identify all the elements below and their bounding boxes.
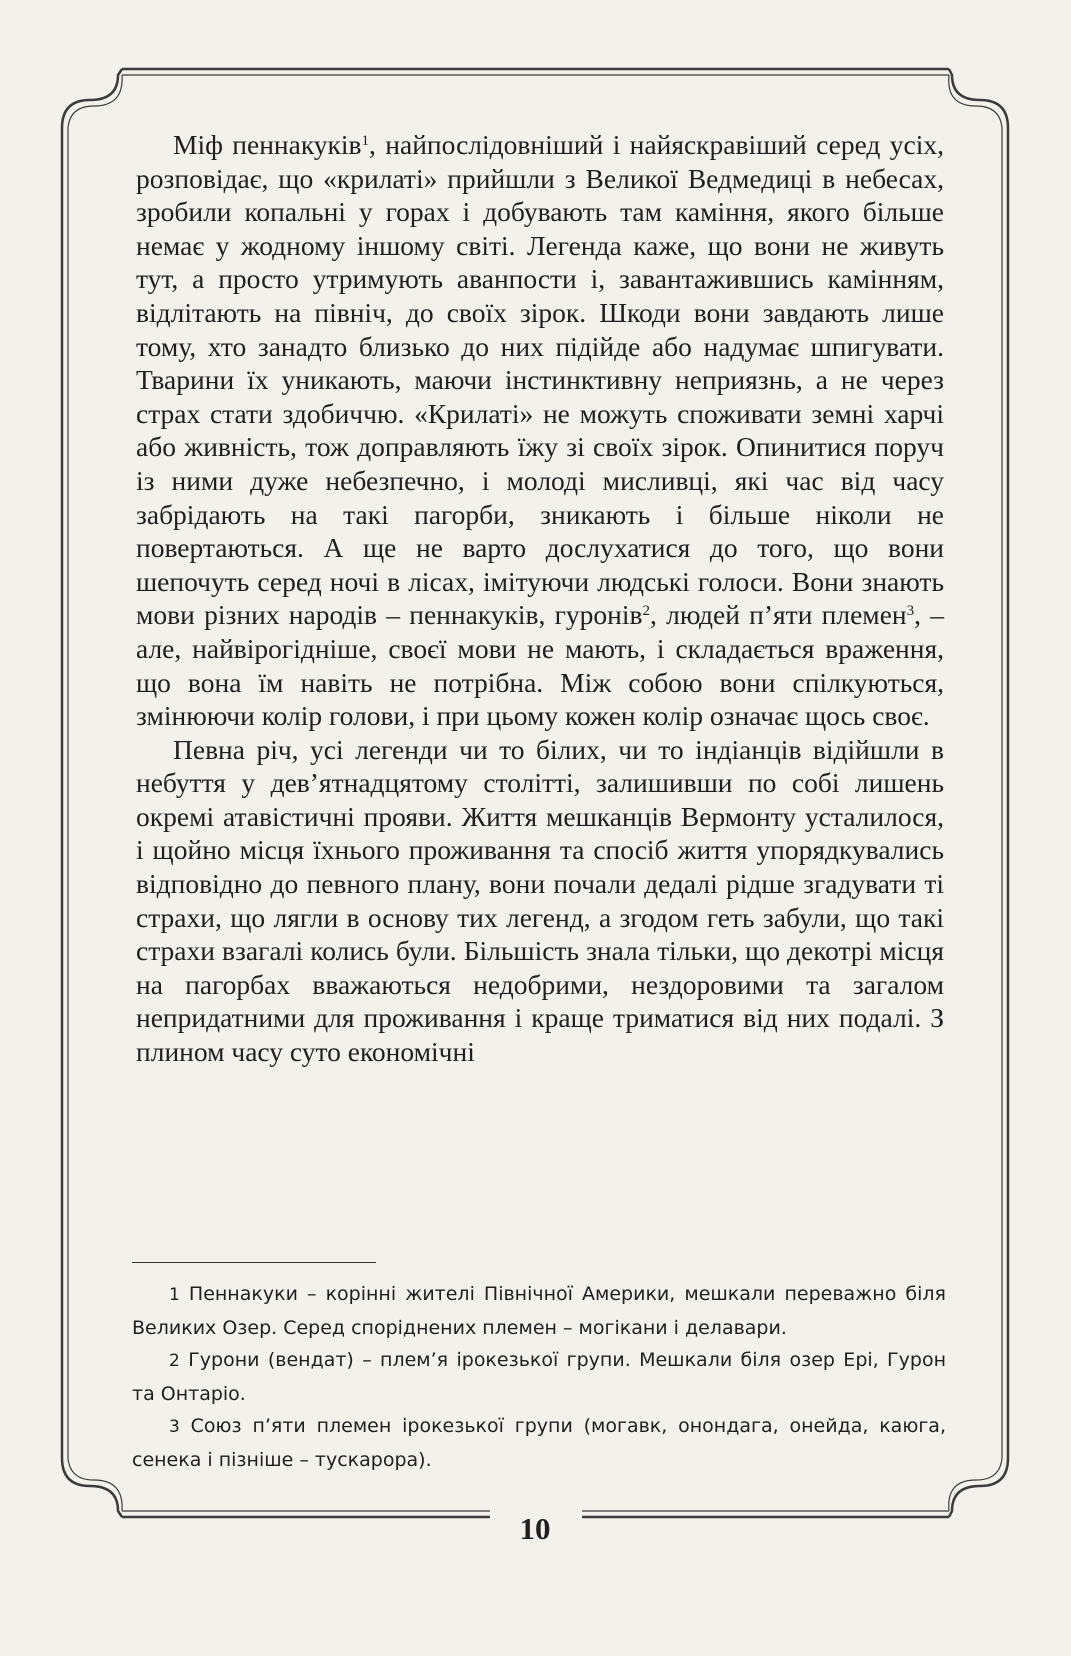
footnote-1: [132, 1278, 946, 1344]
paragraph-1-text-a: Міф пеннакуків: [173, 129, 362, 160]
paragraph-2: Певна річ, усі легенди чи то білих, чи то індіанців відійшли в небуття у дев’ятнадцятому столітті, залишивши по собі лишень окремі атавістичні прояви. Життя мешканців Вермонту усталилося, і щойно місця їхнього проживання та спосіб життя упорядкувались відповідно до певного плану, вони почали дедалі рідше згадувати ті страхи, що лягли в основу тих легенд, а згодом геть забули, що такі страхи взагалі колись були. Більшість знала тільки, що декотрі місця на пагорбах вважаються недобрими, нездоровими та загалом непридатними для проживання і краще триматися від них подалі. З плином часу суто економічні: [136, 733, 944, 1068]
footnote-2-number: 2: [169, 1351, 180, 1371]
footnote-1-text: Пеннакуки – корінні жителі Північної Америки, мешкали переважно біля Великих Озер. Серед споріднених племен – могікани і делавари.: [132, 1283, 946, 1339]
footnote-3: [132, 1410, 946, 1476]
footnote-3-number: 3: [169, 1417, 180, 1437]
paragraph-1-text-b: , найпослідовніший і найяскравіший серед усіх, розповідає, що «крилаті» прийшли з Великої Ведмедиці в небесах, зробили копальні у горах і добувають там каміння, якого більше немає у жодному іншому світі. Легенда каже, що вони не живуть тут, а просто утримують аванпости і, завантажившись камінням, відлітають на північ, до своїх зірок. Шкоди вони завдають лише тому, хто занадто близько до них підійде або надумає шпигувати. Тварини їх уникають, маючи інстинктивну неприязнь, а не через страх стати здобиччю. «Крилаті» не можуть споживати земні харчі або живність, тож доправляють їжу зі своїх зірок. Опинитися поруч із ними дуже небезпечно, і молоді мисливці, які час від часу забрідають на такі пагорби, зникають і більше ніколи не повертаються. А ще не варто дослухатися до того, що вони шепочуть серед ночі в лісах, імітуючи людські голоси. Вони знають мови різних народів – пеннакуків, гуронів: [136, 129, 944, 631]
paragraph-1-text-c: , людей п’яти племен: [650, 599, 907, 631]
footnote-ref-1: 1: [361, 133, 370, 149]
footnote-1-number: 1: [169, 1285, 180, 1305]
page-number: 10: [519, 1511, 551, 1546]
footnote-2: [132, 1344, 946, 1410]
footnote-separator: [132, 1262, 376, 1263]
paragraph-1-text-d: , – але, найвірогідніше, своєї мови не мають, і складається враження, що вона їм навіть не потрібна. Між собою вони спілкуються, змінюючи колір голови, і при цьому кожен колір означає щось своє.: [136, 599, 945, 732]
footnote-ref-2: 2: [642, 603, 651, 620]
footnote-3-text: Союз п’яти племен ірокезької групи (могавк, онондага, онейда, каюга, сенека і пізніше – тускарора).: [132, 1415, 946, 1471]
footnote-ref-3: 3: [906, 603, 915, 620]
main-text: [136, 128, 944, 1069]
footnote-2-text: Гурони (вендат) – плем’я ірокезької групи. Мешкали біля озер Ері, Гурон та Онтаріо.: [132, 1349, 946, 1405]
footnotes: [132, 1278, 946, 1476]
paragraph-1: [136, 128, 944, 733]
